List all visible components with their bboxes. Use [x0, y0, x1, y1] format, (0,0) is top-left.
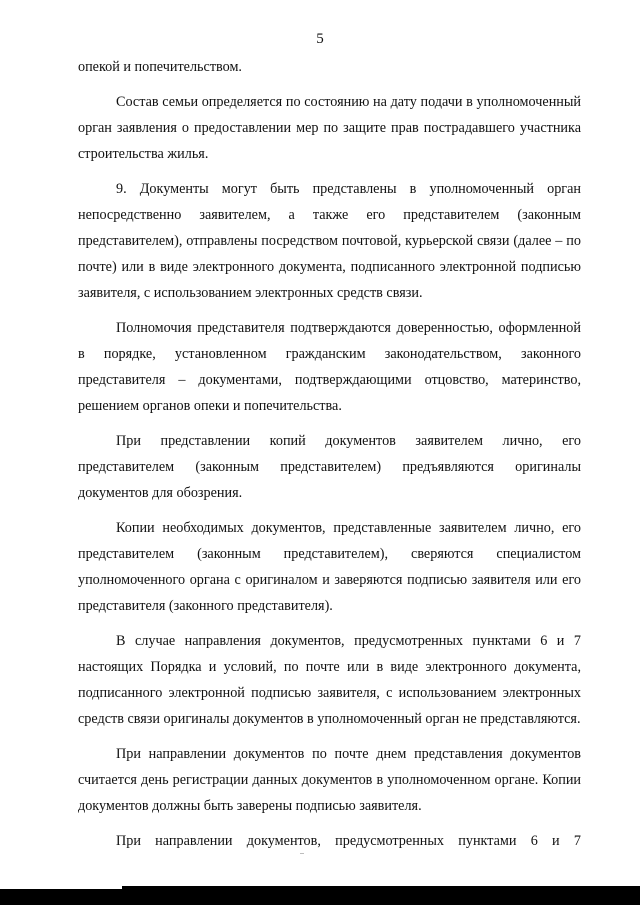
paragraph-representative-authority: Полномочия представителя подтверждаются доверенностью, оформленной в порядке, установленном гражданским законодательством, законного представителя – документами, подтверждающими отцовство, материнство, решением органов опеки и попечительства. [78, 320, 581, 414]
paragraph-mail-date: При направлении документов по почте днем представления документов считается день регистрации данных документов в уполномоченном органе. Копии документов должны быть заверены подписью заявителя. [78, 746, 581, 814]
paragraph-continuation: опекой и попечительством. [78, 59, 242, 75]
page-number: 5 [316, 31, 324, 47]
paragraph-copies-in-person: При представлении копий документов заявителем лично, его представителем (законным представителем) предъявляются оригиналы документов для обозрения. [78, 433, 581, 501]
paragraph-cut-off: При направлении документов, предусмотренных пунктами 6 и 7 [116, 833, 581, 849]
scan-bottom-edge-gap [0, 886, 122, 889]
paragraph-item-9: 9. Документы могут быть представлены в уполномоченный орган непосредственно заявителем, а также его представителем (законным представителем), отправлены посредством почтовой, курьерской связи (далее – по почте) или в виде электронного документа, подписанного электронной подписью заявителя, с использованием электронных средств связи. [78, 181, 581, 301]
paragraph-mail-or-electronic: В случае направления документов, предусмотренных пунктами 6 и 7 настоящих Порядка и условий, по почте или в виде электронного документа, подписанного электронной подписью заявителя, с использованием электронных средств связи оригиналы документов в уполномоченный орган не представляются. [78, 633, 581, 727]
paragraph-copies-verification: Копии необходимых документов, представленные заявителем лично, его представителем (законным представителем), сверяются специалистом уполномоченного органа с оригиналом и заверяются подписью заявителя или его представителя (законного представителя). [78, 520, 581, 614]
paragraph-family-composition: Состав семьи определяется по состоянию на дату подачи в уполномоченный орган заявления о предоставлении мер по защите прав пострадавшего участника строительства жилья. [78, 94, 581, 162]
document-body [78, 54, 581, 863]
scan-speck [300, 853, 304, 854]
